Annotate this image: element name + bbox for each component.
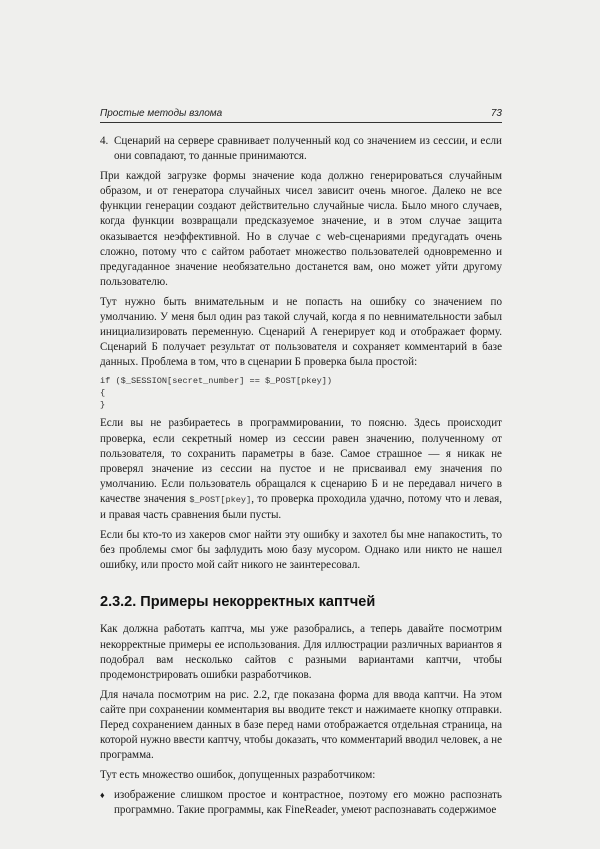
running-header xyxy=(100,108,502,123)
paragraph: При каждой загрузке формы значение кода должно генерироваться случайным образом, и от генератора случайных чисел зависит очень многое. Далеко не все функции генерации создают действительно случайные числа. Было много случаев, когда функции возвращали предсказуемое значение, и в этом случае защита оказывается неэффективной. Но в случае с web-сценариями предугадать очень сложно, потому что с сайтом работает множество пользователей одновременно и предугаданное значение необязательно достанется вам, оно может уйти другому пользователю. xyxy=(100,170,502,288)
paragraph: Если бы кто-то из хакеров смог найти эту ошибку и захотел бы мне напакостить, то без проблемы смог бы зафлудить мою базу мусором. Однако или никто не нашел ошибку, или просто мой сайт никого не заинтересовал. xyxy=(100,529,502,572)
code-block xyxy=(100,375,502,411)
page-number: 73 xyxy=(490,108,502,119)
paragraph: Тут нужно быть внимательным и не попасть на ошибку со значением по умолчанию. У меня был один раз такой случай, когда я по невнимательности забыл инициализировать переменную. Сценарий А генерирует код и отображает форму. Сценарий Б получает результат от пользователя и сохраняет комментарий в базе данных. Проблема в том, что в сценарии Б проверка была простой: xyxy=(100,295,502,369)
item-number: 4. xyxy=(100,135,109,147)
paragraph-text: Если вы не разбираетесь в программировании, то поясню. Здесь происходит проверка, если секретный номер из сессии равен значению, полученному от пользователя, то сохранить параметры в базе. Самое страшное — я никак не проверял значение из сессии на пустое и не присваивал ему значения по умолчанию. Если пользователь обращался к сценарию Б и не передавал ничего в качестве значения xyxy=(100,417,502,505)
paragraph: Для начала посмотрим на рис. 2.2, где показана форма для ввода каптчи. На этом сайте при сохранении комментария вы вводите текст и нажимаете кнопку отправки. Перед сохранением данных в базе перед нами отображается отдельная страница, на которой нужно ввести каптчу, чтобы доказать, что комментарий вводил человек, а не программа. xyxy=(100,688,502,762)
item-text: Сценарий на сервере сравнивает полученный код со значением из сессии, и если они совпадают, то данные принимаются. xyxy=(114,135,502,163)
code-line: } xyxy=(100,400,106,411)
bullet-item xyxy=(100,788,502,818)
inline-code: $_POST[pkey] xyxy=(189,494,252,505)
paragraph-text: , то проверка проходила удачно, потому что и левая, и правая часть сравнения были пусты. xyxy=(100,492,502,521)
diamond-bullet-icon: ♦ xyxy=(100,790,105,801)
header-title: Простые методы взлома xyxy=(100,108,223,119)
code-line: { xyxy=(100,388,106,399)
paragraph: Тут есть множество ошибок, допущенных разработчиком: xyxy=(100,769,376,782)
bullet-text: изображение слишком простое и контрастное, поэтому его можно распознать программно. Такие программы, как FineReader, умеют распознавать содержимое xyxy=(114,789,502,817)
section-heading: 2.3.2. Примеры некорректных каптчей xyxy=(100,594,376,611)
paragraph xyxy=(100,416,502,523)
paragraph: Как должна работать каптча, мы уже разобрались, а теперь давайте посмотрим некорректные примеры ее использования. Для иллюстрации различных вариантов я подобрал вам несколько сайтов с разными вариантами каптчи, чтобы продемонстрировать ошибки разработчиков. xyxy=(100,623,502,681)
code-line: if ($_SESSION[secret_number] == $_POST[pkey]) xyxy=(100,376,333,387)
numbered-item xyxy=(100,134,502,164)
page-content xyxy=(100,134,502,819)
